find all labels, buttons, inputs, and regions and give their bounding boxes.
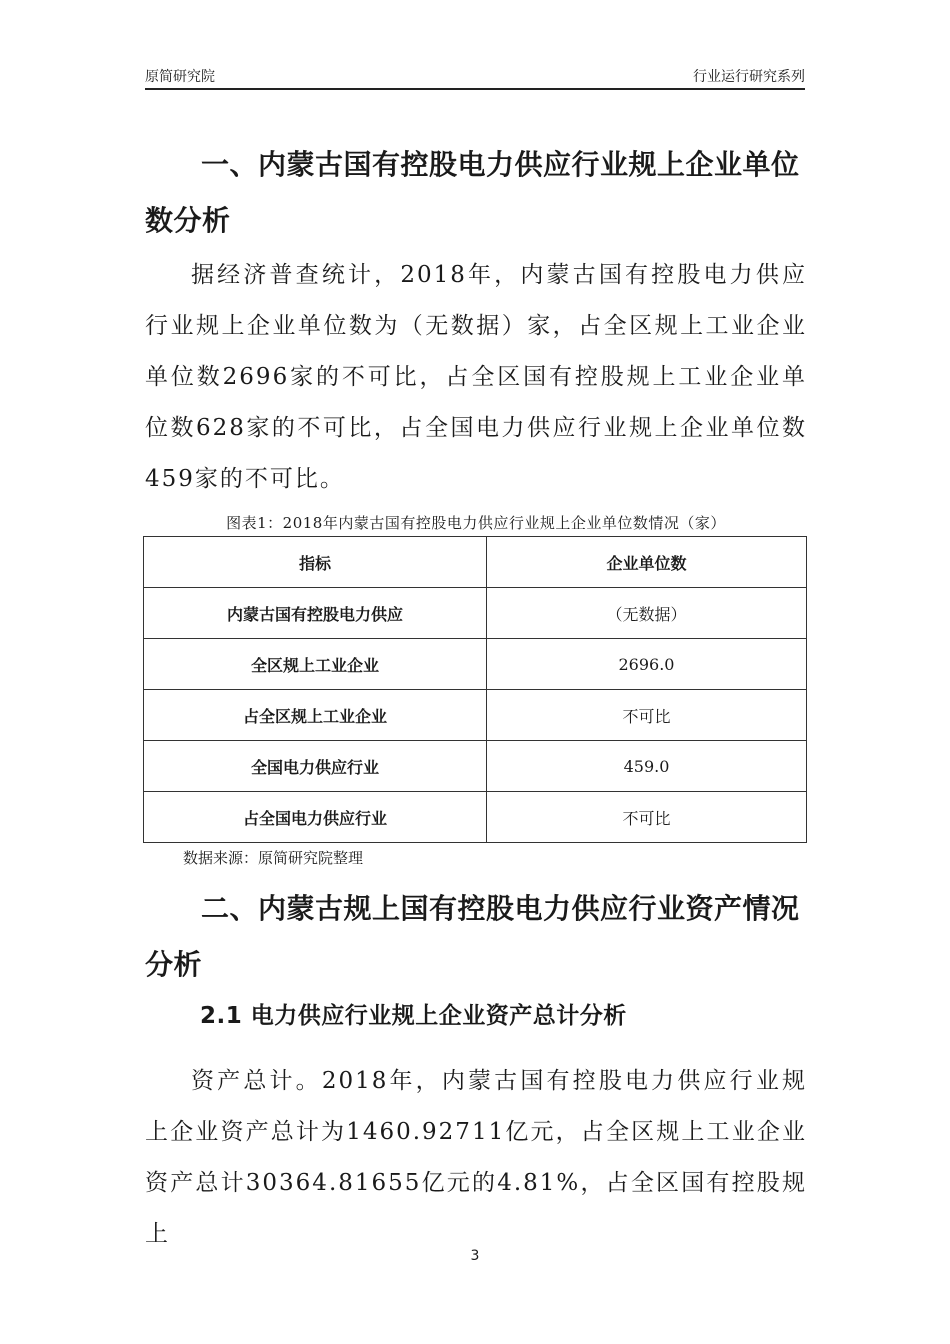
- section1-paragraph: 据经济普查统计，2018年，内蒙古国有控股电力供应行业规上企业单位数为（无数据）家，占全区规上工业企业单位数2696家的不可比，占全区国有控股规上工业企业单位数628家的不可比，占全国电力供应行业规上企业单位数459家的不可比。: [145, 262, 807, 492]
- table-row: [144, 639, 807, 690]
- section1-heading: 一、内蒙古国有控股电力供应行业规上企业单位数分析: [145, 148, 800, 237]
- enterprise-count-table: [143, 536, 807, 843]
- row-value: 不可比: [487, 690, 807, 741]
- table-row: [144, 741, 807, 792]
- page-header: [145, 62, 805, 90]
- row-label: 占全区规上工业企业: [144, 690, 487, 741]
- table-row: [144, 690, 807, 741]
- header-series: 行业运行研究系列: [693, 69, 805, 85]
- row-label: 全区规上工业企业: [144, 639, 487, 690]
- row-label: 全国电力供应行业: [144, 741, 487, 792]
- table-header-row: [144, 537, 807, 588]
- row-value: （无数据）: [487, 588, 807, 639]
- row-value: 2696.0: [487, 639, 807, 690]
- table-row: [144, 792, 807, 843]
- table-caption: 图表1：2018年内蒙古国有控股电力供应行业规上企业单位数情况（家）: [226, 514, 726, 532]
- column-header-count: 企业单位数: [487, 537, 807, 588]
- section2-subheading: 2.1 电力供应行业规上企业资产总计分析: [200, 1003, 627, 1029]
- section2-paragraph: 资产总计。2018年，内蒙古国有控股电力供应行业规上企业资产总计为1460.92711亿元，占全区规上工业企业资产总计30364.81655亿元的4.81%，占全区国有控股规上: [145, 1068, 807, 1247]
- row-value: 不可比: [487, 792, 807, 843]
- column-header-indicator: 指标: [144, 537, 487, 588]
- table-source: 数据来源：原简研究院整理: [183, 849, 364, 867]
- row-value: 459.0: [487, 741, 807, 792]
- page-number: 3: [470, 1248, 480, 1264]
- header-org: 原简研究院: [145, 69, 215, 85]
- row-label: 内蒙古国有控股电力供应: [144, 588, 487, 639]
- section2-heading: 二、内蒙古规上国有控股电力供应行业资产情况分析: [145, 892, 800, 981]
- table-row: [144, 588, 807, 639]
- row-label: 占全国电力供应行业: [144, 792, 487, 843]
